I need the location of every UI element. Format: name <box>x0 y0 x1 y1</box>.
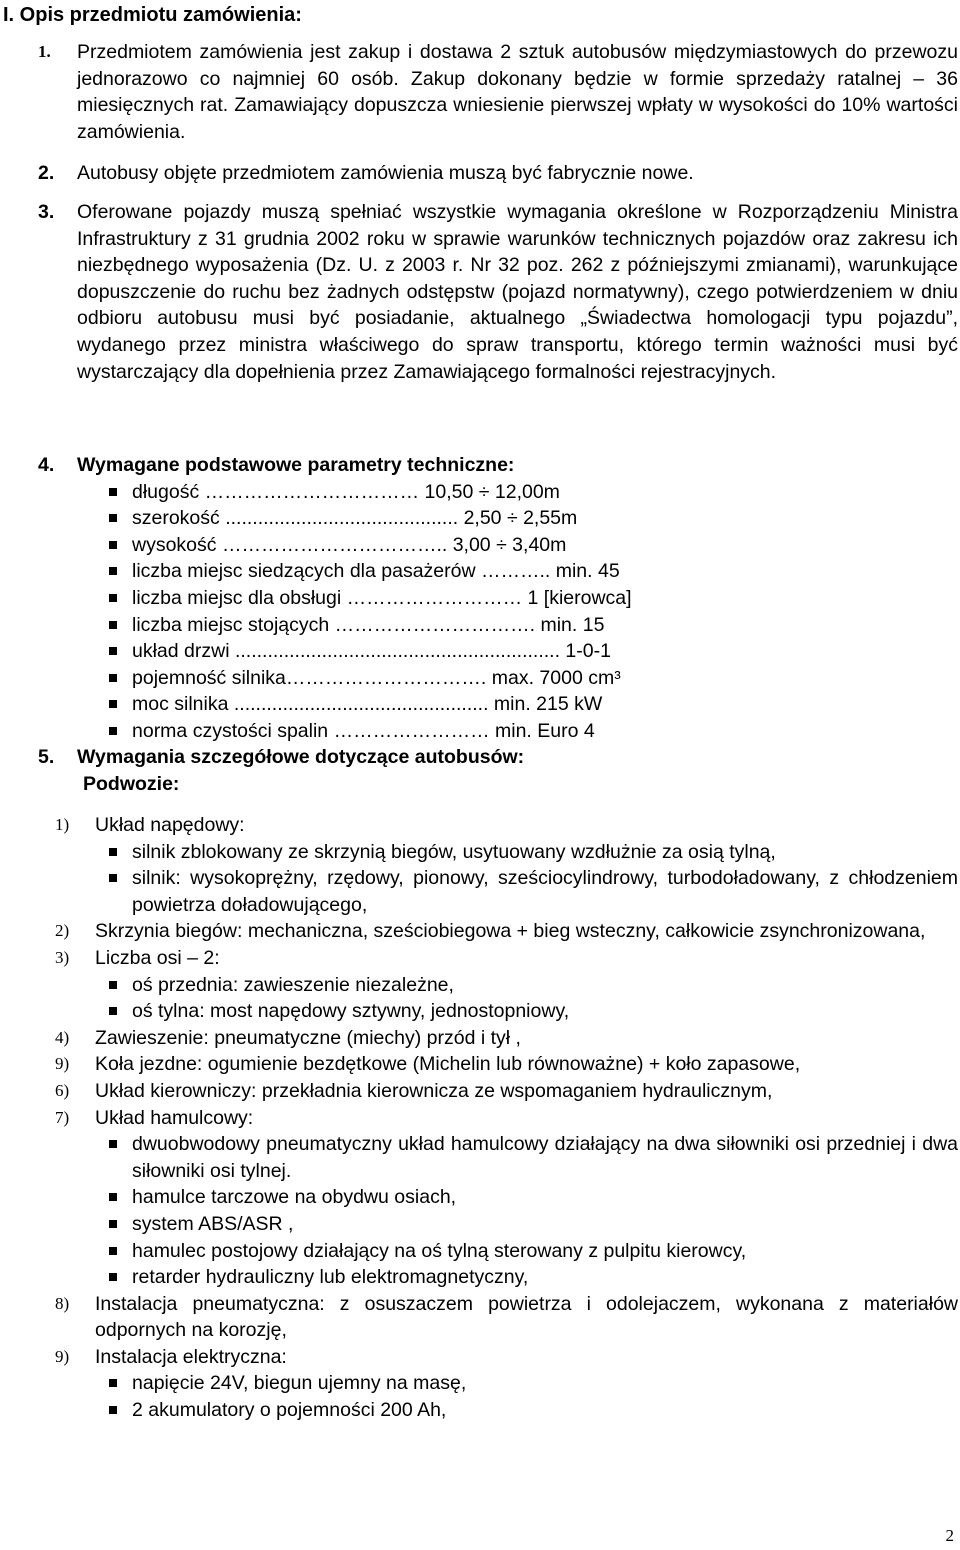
parameters-list <box>38 479 958 745</box>
item-text: Przedmiotem zamówienia jest zakup i dostawa 2 sztuk autobusów międzymiastowych do przewozu jednorazowo co najmniej 60 osób. Zakup dokonany będzie w formie sprzedaży ratalnej – 36 miesięcznych rat. Zamawiający dopuszcza wniesienie pierwszej wpłaty w wysokości do 10% wartości zamówienia. <box>77 41 958 143</box>
chassis-item-text: Instalacja pneumatyczna: z osuszaczem powietrza i odolejaczem, wykonana z materiałów odpornych na korozję, <box>95 1292 958 1342</box>
bullet-square-icon <box>92 665 132 692</box>
bullet-square-icon <box>92 972 132 999</box>
chassis-bullet-list <box>55 972 958 1025</box>
list-item: liczba miejsc dla obsługi ……………………… 1 [kierowca] <box>92 585 958 612</box>
list-item-text: napięcie 24V, biegun ujemny na masę, <box>132 1372 467 1395</box>
list-item-text: silnik zblokowany ze skrzynią biegów, usytuowany wzdłużnie za osią tylną, <box>132 840 776 863</box>
chassis-item-number: 1) <box>55 815 70 834</box>
item-number: 1. <box>38 42 51 61</box>
item-number: 2. <box>38 162 55 184</box>
chassis-item <box>55 1025 958 1052</box>
subsection-title: Podwozie: <box>83 772 180 795</box>
chassis-item <box>55 1291 958 1344</box>
bullet-square-icon <box>92 1238 132 1265</box>
bullet-square-icon <box>92 1370 132 1397</box>
chassis-item-text: Układ kierowniczy: przekładnia kierownicza ze wspomaganiem hydraulicznym, <box>95 1079 773 1102</box>
list-item: moc silnika ............................................... min. 215 kW <box>92 691 958 718</box>
list-item: liczba miejsc siedzących dla pasażerów ……….. min. 45 <box>92 558 958 585</box>
item-number: 4. <box>38 454 55 476</box>
chassis-item-text: Układ napędowy: <box>95 814 245 836</box>
list-item <box>92 1184 958 1211</box>
bullet-square-icon <box>92 1131 132 1184</box>
chassis-item <box>55 1078 958 1105</box>
chassis-bullet-list <box>55 1131 958 1291</box>
bullet-square-icon <box>92 998 132 1025</box>
list-item <box>92 865 958 918</box>
bullet-square-icon <box>92 558 132 585</box>
chassis-item-text: Instalacja elektryczna: <box>95 1345 287 1368</box>
item-2 <box>38 160 958 187</box>
list-item <box>92 1131 958 1184</box>
list-item-text: system ABS/ASR , <box>132 1212 294 1235</box>
bullet-square-icon <box>92 585 132 612</box>
item-1 <box>38 39 958 145</box>
item-text: Oferowane pojazdy muszą spełniać wszystkie wymagania określone w Rozporządzeniu Ministra Infrastruktury z 31 grudnia 2002 roku w sprawie warunków technicznych pojazdów oraz zakresu ich niezbędnego wyposażenia (Dz. U. z 2003 r. Nr 32 poz. 262 z późniejszymi zmianami), warunkujące dopuszczenie do ruchu bez żadnych odstępstw (pojazd normatywny), czego potwierdzeniem w dniu odbioru autobusu musi być posiadanie, aktualnego „Świadectwa homologacji typu pojazdu”, wydanego przez ministra właściwego do spraw transportu, którego termin ważności musi być wystarczający dla dopełnienia przez Zamawiającego formalności rejestracyjnych. <box>77 201 958 383</box>
chassis-item <box>55 1105 958 1291</box>
chassis-item <box>55 1344 958 1424</box>
chassis-item-text: Zawieszenie: pneumatyczne (miechy) przód i tył , <box>95 1026 521 1049</box>
chassis-item <box>55 812 958 918</box>
bullet-square-icon <box>92 532 132 559</box>
chassis-item-text: Koła jezdne: ogumienie bezdętkowe (Michelin lub równoważne) + koło zapasowe, <box>95 1053 801 1076</box>
bullet-square-icon <box>92 505 132 532</box>
chassis-item-number: 8) <box>55 1293 70 1313</box>
list-item <box>92 1238 958 1265</box>
list-item <box>92 1370 958 1397</box>
chassis-item-number: 2) <box>55 921 70 941</box>
chassis-bullet-list <box>55 839 958 919</box>
page-number: 2 <box>945 1526 954 1545</box>
chassis-list <box>55 812 958 1424</box>
list-item <box>92 972 958 999</box>
chassis-item <box>55 918 958 945</box>
list-item-text: hamulec postojowy działający na oś tylną sterowany z pulpitu kierowcy, <box>132 1239 747 1262</box>
list-item-text: silnik: wysokoprężny, rzędowy, pionowy, sześciocylindrowy, turbodoładowany, z chłodzeniem powietrza doładowującego, <box>132 867 958 916</box>
bullet-square-icon <box>92 638 132 665</box>
list-item-text: oś tylna: most napędowy sztywny, jednostopniowy, <box>132 1000 570 1023</box>
bullet-square-icon <box>92 1397 132 1424</box>
bullet-square-icon <box>92 479 132 506</box>
chassis-item-number: 7) <box>55 1107 70 1127</box>
bullet-square-icon <box>92 1184 132 1211</box>
chassis-item-number: 9) <box>55 1346 70 1366</box>
chassis-item-text: Liczba osi – 2: <box>95 946 220 969</box>
list-item <box>92 1397 958 1424</box>
chassis-item-text: Skrzynia biegów: mechaniczna, sześciobiegowa + bieg wsteczny, całkowicie zsynchronizowana, <box>95 920 926 943</box>
list-item-text: retarder hydrauliczny lub elektromagnetyczny, <box>132 1266 529 1289</box>
list-item <box>92 1264 958 1291</box>
item-title: Wymagane podstawowe parametry techniczne: <box>77 454 515 476</box>
chassis-item-number: 3) <box>55 947 70 967</box>
bullet-square-icon <box>92 691 132 718</box>
item-5 <box>38 744 958 797</box>
bullet-square-icon <box>92 865 132 918</box>
item-text: Autobusy objęte przedmiotem zamówienia muszą być fabrycznie nowe. <box>77 162 694 184</box>
bullet-square-icon <box>92 1211 132 1238</box>
list-item: norma czystości spalin …………………… min. Euro 4 <box>92 718 958 745</box>
chassis-bullet-list <box>55 1370 958 1423</box>
list-item-text: 2 akumulatory o pojemności 200 Ah, <box>132 1399 447 1422</box>
chassis-item-number: 9) <box>55 1054 70 1074</box>
bullet-square-icon <box>92 718 132 745</box>
list-item: szerokość ........................................... 2,50 ÷ 2,55m <box>92 505 958 532</box>
list-item: liczba miejsc stojących …………………………. min. 15 <box>92 612 958 639</box>
list-item: długość …………………………… 10,50 ÷ 12,00m <box>92 479 958 506</box>
bullet-square-icon <box>92 1264 132 1291</box>
chassis-item <box>55 1051 958 1078</box>
list-item-text: hamulce tarczowe na obydwu osiach, <box>132 1186 457 1209</box>
list-item <box>92 1211 958 1238</box>
list-item: pojemność silnika…………………………. max. 7000 cm³ <box>92 665 958 692</box>
item-number: 5. <box>38 746 55 768</box>
chassis-item <box>55 945 958 1025</box>
item-title: Wymagania szczegółowe dotyczące autobusów: <box>77 746 525 768</box>
item-3 <box>38 199 958 385</box>
list-item-text: oś przednia: zawieszenie niezależne, <box>132 973 454 996</box>
section-title: I. Opis przedmiotu zamówienia: <box>3 4 302 26</box>
list-item: wysokość …………………………….. 3,00 ÷ 3,40m <box>92 532 958 559</box>
item-number: 3. <box>38 201 55 223</box>
list-item-text: dwuobwodowy pneumatyczny układ hamulcowy działający na dwa siłowniki osi przedniej i dwa siłowniki osi tylnej. <box>132 1133 958 1182</box>
chassis-item-number: 6) <box>55 1080 70 1100</box>
bullet-square-icon <box>92 612 132 639</box>
item-4 <box>38 452 958 745</box>
list-item: układ drzwi ............................................................ 1-0-1 <box>92 638 958 665</box>
list-item <box>92 998 958 1025</box>
bullet-square-icon <box>92 839 132 866</box>
chassis-item-number: 4) <box>55 1027 70 1047</box>
chassis-item-text: Układ hamulcowy: <box>95 1106 254 1129</box>
list-item <box>92 839 958 866</box>
